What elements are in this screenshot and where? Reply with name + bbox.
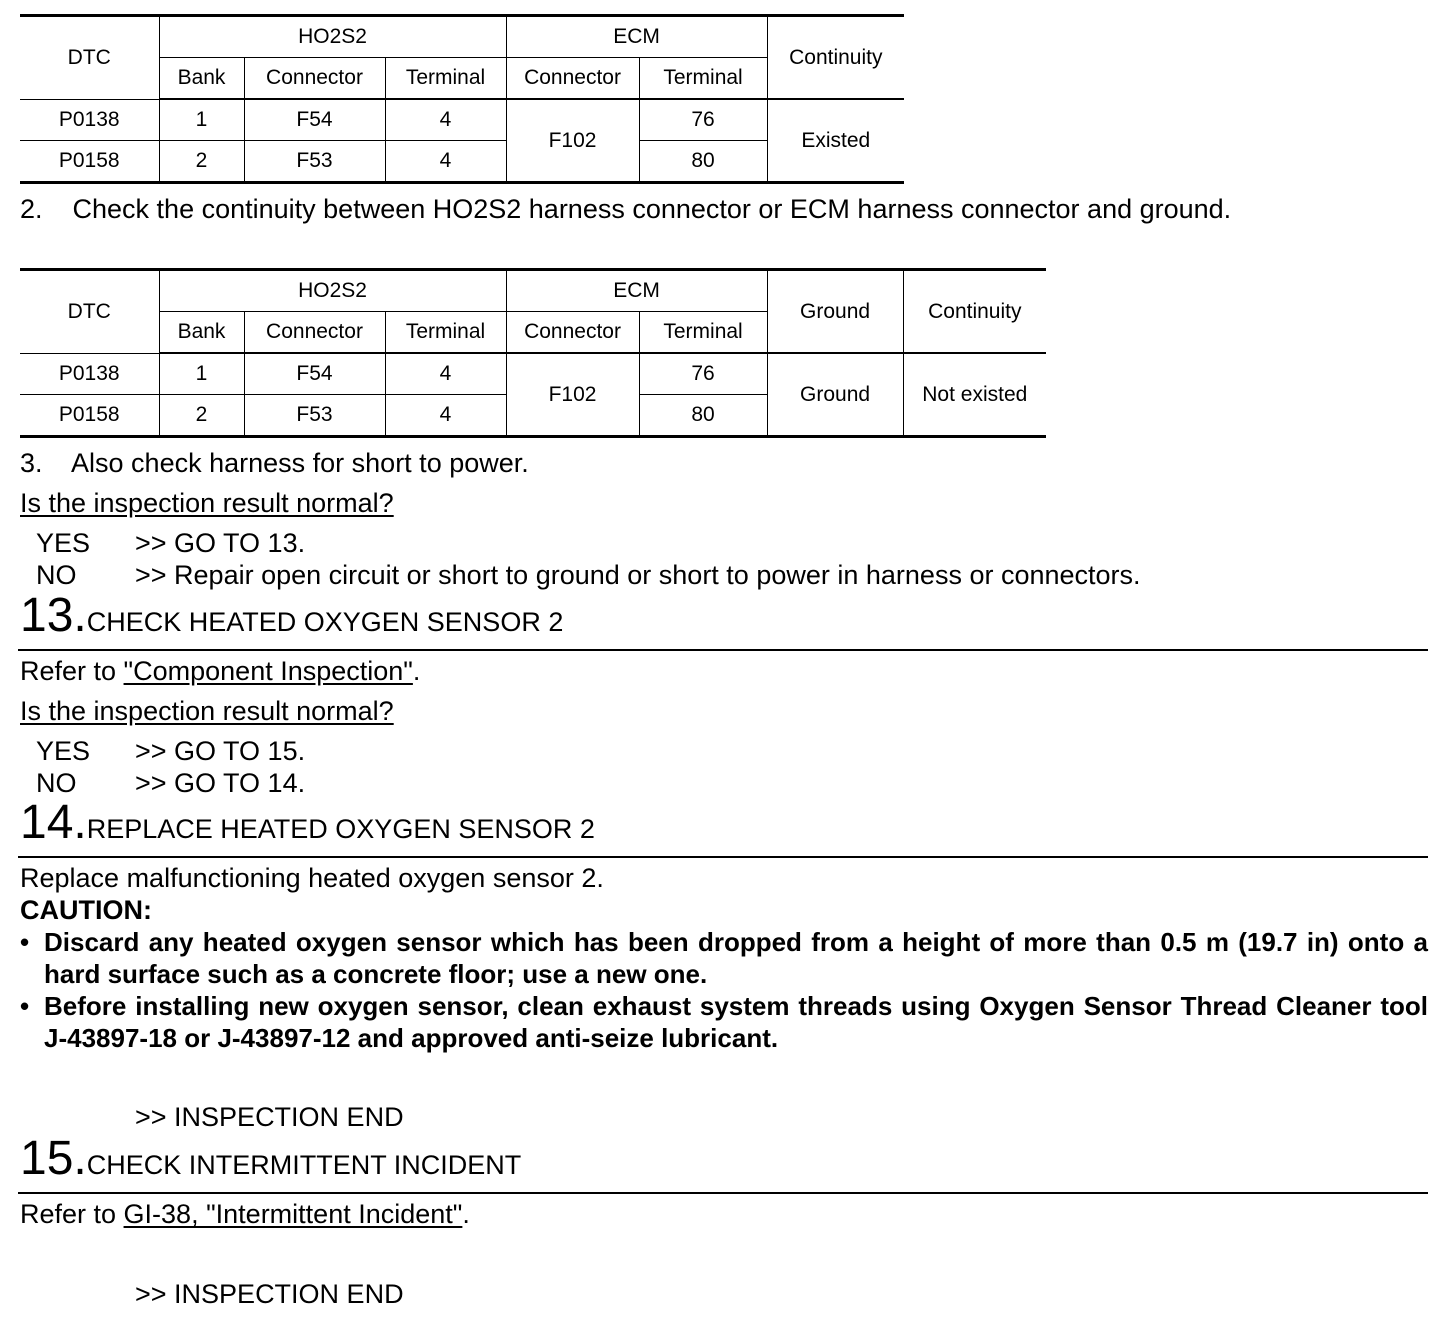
step-title: CHECK INTERMITTENT INCIDENT: [86, 1150, 522, 1180]
step14-heading: [20, 796, 595, 849]
cell-dtc: P0138: [20, 353, 159, 395]
header-connector: Connector: [244, 312, 385, 354]
caution-bullet: [20, 990, 1428, 1054]
caution-label: CAUTION:: [20, 895, 152, 925]
cell-continuity: Not existed: [903, 353, 1046, 437]
header-bank: Bank: [159, 312, 244, 354]
step15-heading: [20, 1132, 522, 1185]
bullet-dot: •: [20, 991, 30, 1021]
cell-terminal: 4: [385, 99, 506, 141]
header-dtc: DTC: [20, 16, 159, 100]
cell-ecm-connector: F102: [506, 353, 639, 437]
inspection-question: Is the inspection result normal?: [20, 488, 394, 518]
inspection-end: >> INSPECTION END: [135, 1102, 404, 1132]
yes-action: >> GO TO 15.: [135, 736, 306, 766]
header-bank: Bank: [159, 58, 244, 100]
cell-ecm-terminal: 80: [639, 141, 767, 183]
cell-terminal: 4: [385, 141, 506, 183]
cell-bank: 2: [159, 141, 244, 183]
header-ecm-terminal: Terminal: [639, 58, 767, 100]
caution-bullet: [20, 926, 1428, 990]
yes-action: >> GO TO 13.: [135, 528, 306, 558]
header-terminal: Terminal: [385, 58, 506, 100]
step-number: 14.: [20, 796, 87, 849]
no-action: >> Repair open circuit or short to ground or short to power in harness or connectors.: [135, 560, 1141, 590]
intermittent-incident-link[interactable]: GI-38, "Intermittent Incident": [123, 1199, 463, 1229]
header-ecm: ECM: [506, 16, 767, 58]
step-number: 15.: [20, 1132, 87, 1185]
cell-connector: F53: [244, 141, 385, 183]
replace-text: Replace malfunctioning heated oxygen sensor 2.: [20, 863, 604, 893]
header-connector: Connector: [244, 58, 385, 100]
header-ecm-terminal: Terminal: [639, 312, 767, 354]
divider: [18, 856, 1428, 858]
yes-label: YES: [36, 528, 91, 558]
continuity-table-1: [20, 14, 904, 184]
divider: [18, 1192, 1428, 1194]
bullet-text: Before installing new oxygen sensor, clean exhaust system threads using Oxygen Sensor Thread Cleaner tool J-43897-18 or J-43897-12 and approved anti-seize lubricant.: [44, 991, 1428, 1053]
cell-terminal: 4: [385, 395, 506, 437]
cell-dtc: P0158: [20, 141, 159, 183]
cell-ground: Ground: [767, 353, 903, 437]
cell-continuity: Existed: [767, 99, 904, 183]
cell-connector: F54: [244, 99, 385, 141]
header-ecm-connector: Connector: [506, 58, 639, 100]
cell-bank: 2: [159, 395, 244, 437]
step2-text: 2. Check the continuity between HO2S2 harness connector or ECM harness connector and ground.: [20, 194, 1232, 224]
header-ho2s2: HO2S2: [159, 16, 506, 58]
refer-prefix: Refer to: [20, 1199, 124, 1229]
yes-label: YES: [36, 736, 91, 766]
refer-line: [20, 655, 420, 687]
bullet-text: Discard any heated oxygen sensor which has been dropped from a height of more than 0.5 m (19.7 in) onto a hard surface such as a concrete floor; use a new one.: [44, 927, 1428, 989]
component-inspection-link[interactable]: "Component Inspection": [123, 656, 413, 686]
inspection-question: Is the inspection result normal?: [20, 696, 394, 726]
continuity-table-2: [20, 268, 1046, 438]
cell-dtc: P0158: [20, 395, 159, 437]
inspection-end: >> INSPECTION END: [135, 1279, 404, 1309]
step3-text: 3. Also check harness for short to power.: [20, 448, 529, 478]
refer-suffix: .: [412, 656, 421, 686]
header-ecm-connector: Connector: [506, 312, 639, 354]
divider: [18, 649, 1428, 651]
header-continuity: Continuity: [767, 16, 904, 100]
cell-terminal: 4: [385, 353, 506, 395]
refer-line: [20, 1198, 470, 1230]
cell-ecm-terminal: 76: [639, 353, 767, 395]
header-ecm: ECM: [506, 270, 767, 312]
cell-ecm-terminal: 76: [639, 99, 767, 141]
header-ground: Ground: [767, 270, 903, 354]
cell-ecm-connector: F102: [506, 99, 639, 183]
cell-bank: 1: [159, 99, 244, 141]
step-title: REPLACE HEATED OXYGEN SENSOR 2: [86, 814, 595, 844]
cell-connector: F54: [244, 353, 385, 395]
step13-heading: [20, 589, 564, 642]
cell-bank: 1: [159, 353, 244, 395]
no-label: NO: [36, 768, 77, 798]
header-dtc: DTC: [20, 270, 159, 354]
step-title: CHECK HEATED OXYGEN SENSOR 2: [86, 607, 564, 637]
bullet-dot: •: [20, 927, 30, 957]
header-terminal: Terminal: [385, 312, 506, 354]
refer-suffix: .: [462, 1199, 470, 1229]
no-action: >> GO TO 14.: [135, 768, 306, 798]
cell-connector: F53: [244, 395, 385, 437]
refer-prefix: Refer to: [20, 656, 124, 686]
header-continuity: Continuity: [903, 270, 1046, 354]
header-ho2s2: HO2S2: [159, 270, 506, 312]
cell-ecm-terminal: 80: [639, 395, 767, 437]
step-number: 13.: [20, 589, 87, 642]
cell-dtc: P0138: [20, 99, 159, 141]
no-label: NO: [36, 560, 77, 590]
